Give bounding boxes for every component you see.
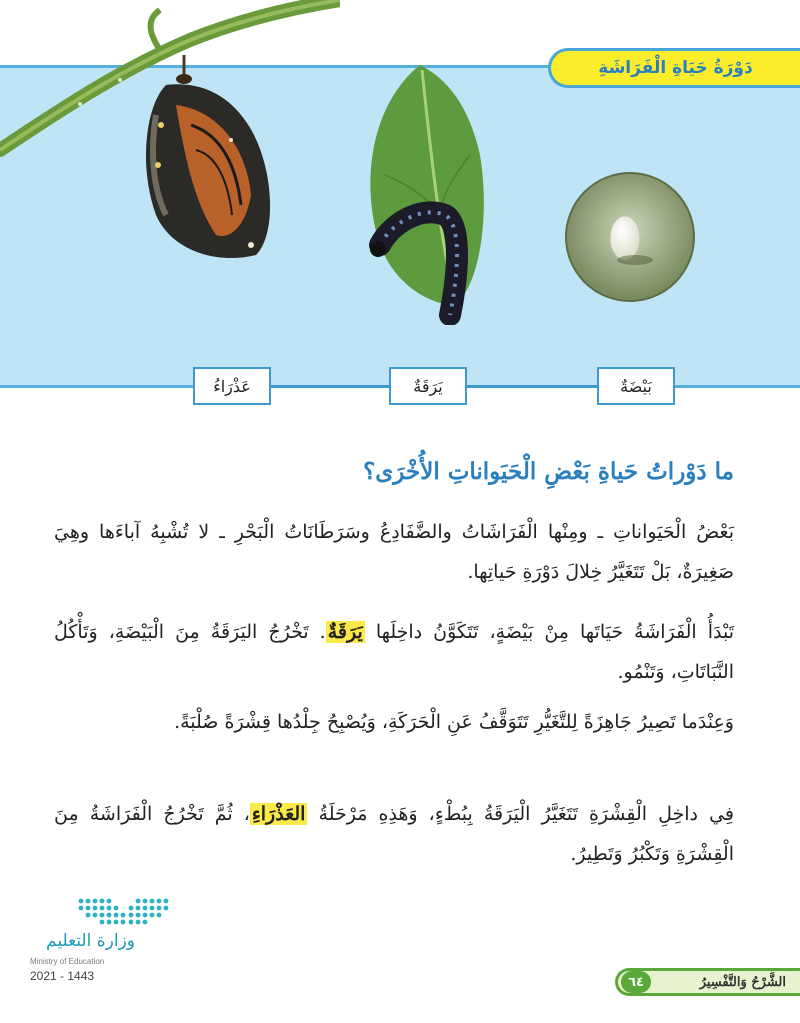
edition-year: 2021 - 1443: [30, 969, 95, 983]
caterpillar-on-leaf-image: [360, 65, 495, 325]
pupa-highlight: العَذْرَاءِ: [251, 803, 306, 825]
paragraph-2-end: . تَخْرُجُ اليَرَقَةُ مِنَ الْبَيْضَةِ، وَتَأْكُلُ النَّبَاتَاتِ، وَتَنْمُو.: [54, 621, 734, 683]
ministry-name-english: Ministry of Education: [30, 957, 105, 966]
lesson-title-tag: [548, 48, 800, 88]
page-footer: [615, 968, 800, 996]
larva-label: يَرَقَةٌ: [389, 367, 467, 405]
paragraph-4-start: فِي داخِلِ الْقِشْرَةِ تَتَغَيَّرُ الْيَرَقَةُ بِبُطْءٍ، وَهَذِهِ مَرْحَلَةُ: [318, 803, 734, 825]
larva-highlight: يَرَقَةٌ: [327, 621, 363, 643]
footer-section-label: الشَّرْحُ وَالتَّفْسِيرُ: [699, 974, 786, 990]
egg-image: [563, 170, 698, 305]
ministry-dots-icon: [76, 895, 171, 925]
paragraph-2: [54, 612, 734, 692]
paragraph-4: [54, 794, 734, 874]
ministry-logo: [28, 895, 178, 990]
page-number: ٦٤: [621, 971, 651, 993]
ministry-name-arabic: وزارة التعليم: [46, 931, 135, 951]
paragraph-3: وَعِنْدَما تَصِيرُ جَاهِزَةً لِلتَّغَيُّرِ تَتَوَقَّفُ عَنِ الْحَرَكَةِ، وَيُصْبِحُ جِلْدُها قِشْرَةً صُلْبَةً.: [174, 711, 734, 733]
label-connector-right: [467, 385, 597, 388]
paragraph-4-end: ، ثُمَّ تَخْرُجُ الْفَرَاشَةُ مِنَ الْقِشْرَةِ وَتَكْبُرُ وَتَطِيرُ.: [54, 803, 734, 865]
label-connector-left: [271, 385, 389, 388]
egg-label: بَيْضَةٌ: [597, 367, 675, 405]
paragraph-1: بَعْضُ الْحَيَواناتِ ـ ومِنْها الْفَرَاشَاتُ والضَّفَادِعُ وسَرَطَانَاتُ الْبَحْرِ ـ لا تُشْبِهُ آباءَها وهِيَ صَغِيرَةٌ، بَلْ تَتَغَيَّرُ خِلالَ دَوْرَةِ حَياتِها.: [54, 521, 734, 583]
section-question-heading: ما دَوْراتُ حَياةِ بَعْضِ الْحَيَواناتِ الأُخْرَى؟: [363, 458, 734, 485]
lesson-title: دَوْرَةُ حَيَاةِ الْفَرَاشَةِ: [598, 58, 753, 78]
pupa-label: عَذْرَاءُ: [193, 367, 271, 405]
chrysalis-image: [136, 55, 281, 270]
paragraph-2-start: تَبْدَأُ الْفَرَاشَةُ حَيَاتَها مِنْ بَيْضَةٍ، تَتَكَوَّنُ داخِلَها: [375, 621, 734, 643]
